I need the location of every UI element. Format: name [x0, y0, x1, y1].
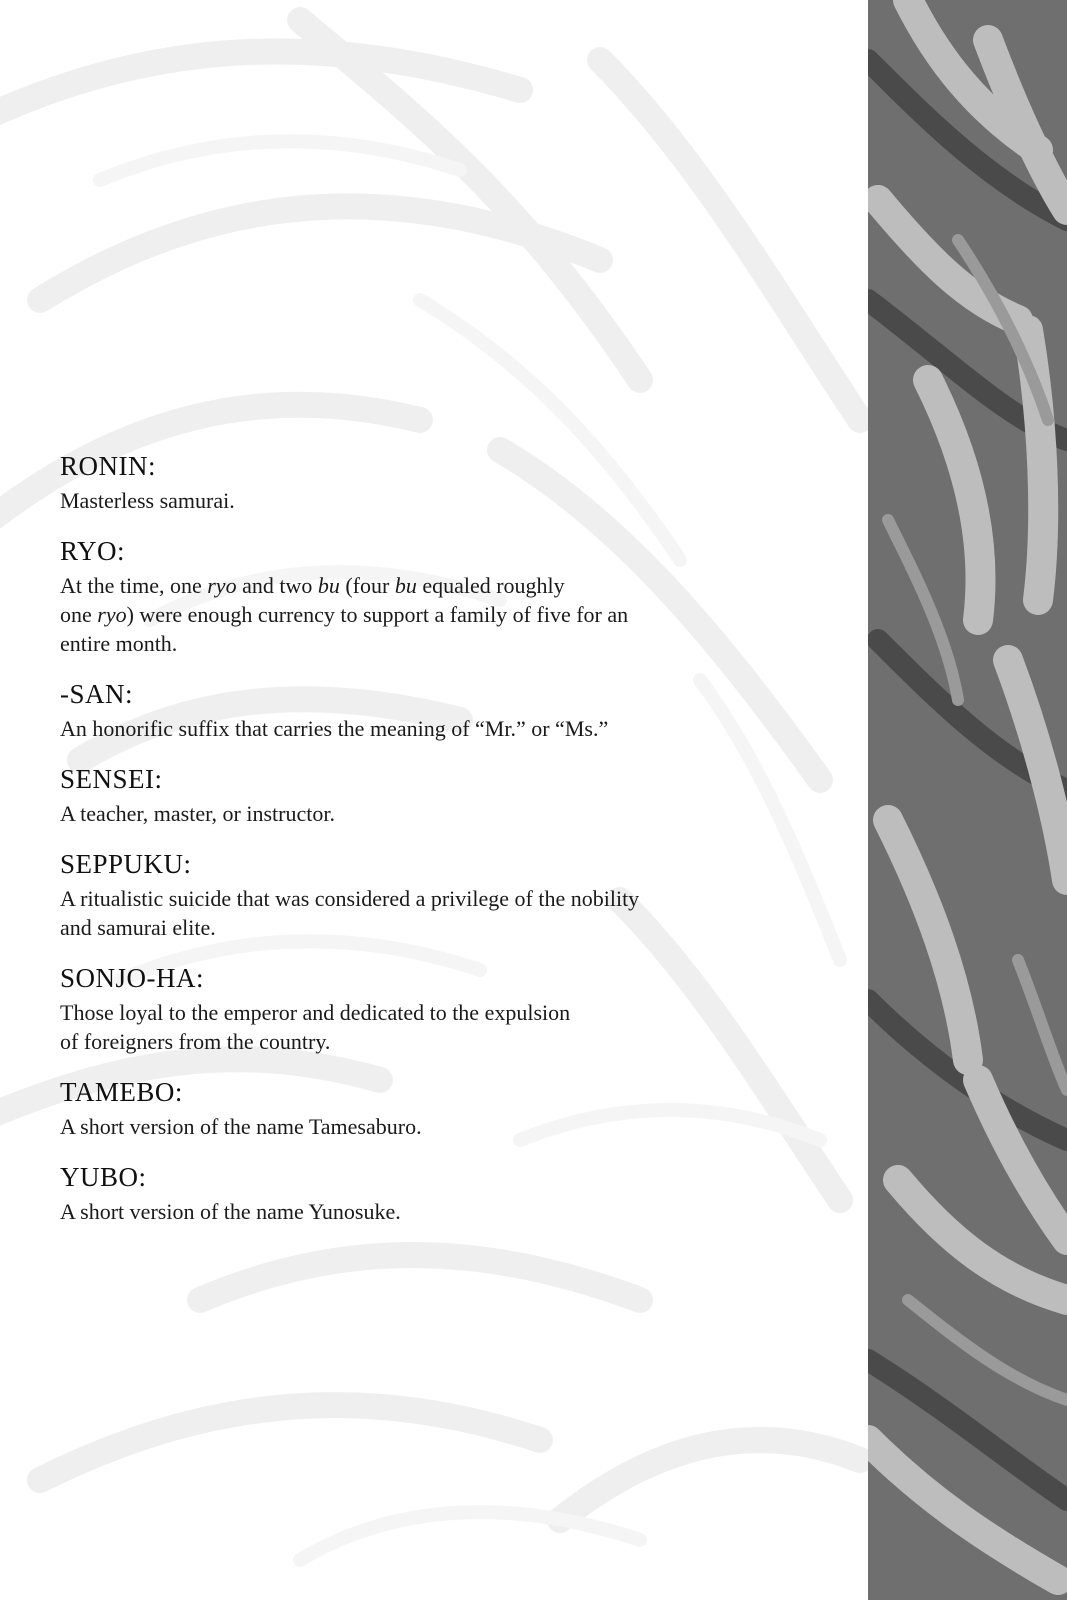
term-tamebo: TAMEBO: — [60, 1077, 183, 1107]
glossary-entry-ronin — [60, 448, 820, 515]
glossary-list — [60, 448, 820, 1244]
term-yubo: YUBO: — [60, 1162, 147, 1192]
term-san: -SAN: — [60, 679, 134, 709]
definition-sensei: A teacher, master, or instructor. — [60, 801, 335, 826]
definition-ryo-part: ) were enough currency to support a family of five for an — [126, 602, 629, 627]
term-ronin: RONIN: — [60, 451, 156, 481]
definition-ryo-part: (four — [339, 573, 395, 598]
definition-ryo-part: one — [60, 602, 98, 627]
definition-yubo: A short version of the name Yunosuke. — [60, 1199, 401, 1224]
definition-line: Those loyal to the emperor and dedicated to the expulsion — [60, 1000, 571, 1025]
glossary-entry-seppuku — [60, 846, 820, 942]
definition-ryo-italic: ryo — [97, 602, 127, 627]
definition-ryo-italic: bu — [394, 573, 417, 598]
definition-ryo-part: entire month. — [60, 631, 178, 656]
decorative-side-panel — [868, 0, 1067, 1600]
definition-ronin: Masterless samurai. — [60, 488, 235, 513]
glossary-entry-sonjo-ha — [60, 960, 820, 1056]
glossary-entry-sensei — [60, 761, 820, 828]
term-seppuku: SEPPUKU: — [60, 849, 192, 879]
glossary-entry-san — [60, 676, 820, 743]
definition-ryo-part: equaled roughly — [416, 573, 565, 598]
term-ryo: RYO: — [60, 536, 126, 566]
glossary-entry-yubo — [60, 1159, 820, 1226]
definition-ryo — [60, 571, 820, 658]
term-sonjo-ha: SONJO-HA: — [60, 963, 205, 993]
definition-ryo-italic: ryo — [207, 573, 237, 598]
definition-tamebo: A short version of the name Tamesaburo. — [60, 1114, 422, 1139]
definition-line: and samurai elite. — [60, 915, 216, 940]
definition-line: A ritualistic suicide that was considered a privilege of the nobility — [60, 886, 640, 911]
leaf-pattern-panel — [868, 0, 1067, 1600]
glossary-entry-ryo — [60, 533, 820, 658]
definition-ryo-italic: bu — [317, 573, 340, 598]
definition-seppuku — [60, 884, 820, 942]
definition-ryo-part: and two — [236, 573, 318, 598]
definition-line: of foreigners from the country. — [60, 1029, 331, 1054]
term-sensei: SENSEI: — [60, 764, 163, 794]
glossary-entry-tamebo — [60, 1074, 820, 1141]
definition-san: An honorific suffix that carries the meaning of “Mr.” or “Ms.” — [60, 716, 609, 741]
definition-ryo-part: At the time, one — [60, 573, 208, 598]
definition-sonjo-ha — [60, 998, 820, 1056]
